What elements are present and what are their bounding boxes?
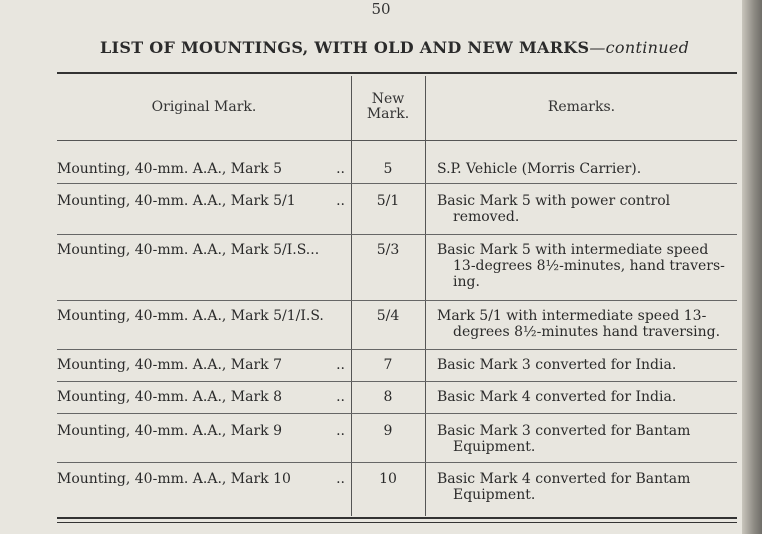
table-bottom-rule bbox=[57, 517, 737, 519]
cell-new-mark: 9 bbox=[383, 423, 393, 439]
header-remarks: Remarks. bbox=[547, 99, 616, 115]
cell-original-mark: Mounting, 40-mm. A.A., Mark 5/1/I.S. bbox=[57, 308, 324, 324]
cell-original-mark: Mounting, 40-mm. A.A., Mark 7 .. bbox=[57, 357, 345, 373]
header-new-line2: Mark. bbox=[366, 106, 410, 122]
header-new-mark bbox=[352, 92, 424, 122]
page-title bbox=[100, 38, 720, 57]
cell-new-mark: 5/4 bbox=[376, 308, 400, 324]
row-divider bbox=[57, 300, 737, 301]
cell-original-mark: Mounting, 40-mm. A.A., Mark 5/1 .. bbox=[57, 193, 345, 209]
row-divider bbox=[57, 234, 737, 235]
cell-remarks: Basic Mark 5 with intermediate speed 13-degrees 8½-minutes, hand travers-ing. bbox=[437, 242, 725, 290]
column-divider-1 bbox=[351, 76, 352, 516]
header-original-mark: Original Mark. bbox=[151, 99, 257, 115]
row-divider bbox=[57, 413, 737, 414]
table-bottom-rule-2 bbox=[57, 522, 737, 523]
cell-remarks: Basic Mark 4 converted for Bantam Equipment. bbox=[437, 471, 691, 503]
cell-remarks: S.P. Vehicle (Morris Carrier). bbox=[437, 161, 642, 177]
cell-original-mark: Mounting, 40-mm. A.A., Mark 10 .. bbox=[57, 471, 345, 487]
cell-new-mark: 5/1 bbox=[376, 193, 400, 209]
header-new-line1: New bbox=[371, 91, 405, 107]
cell-original-mark: Mounting, 40-mm. A.A., Mark 5/I.S... bbox=[57, 242, 320, 258]
cell-remarks: Basic Mark 3 converted for India. bbox=[437, 357, 677, 373]
row-divider bbox=[57, 183, 737, 184]
table-top-rule bbox=[57, 72, 737, 74]
cell-remarks: Basic Mark 4 converted for India. bbox=[437, 389, 677, 405]
cell-remarks: Basic Mark 5 with power control removed. bbox=[437, 193, 671, 225]
cell-original-mark: Mounting, 40-mm. A.A., Mark 9 .. bbox=[57, 423, 345, 439]
page-number: 50 bbox=[371, 0, 391, 18]
header-rule bbox=[57, 140, 737, 141]
cell-new-mark: 5/3 bbox=[376, 242, 400, 258]
row-divider bbox=[57, 349, 737, 350]
cell-original-mark: Mounting, 40-mm. A.A., Mark 5 .. bbox=[57, 161, 345, 177]
page-edge bbox=[742, 0, 762, 534]
row-divider bbox=[57, 462, 737, 463]
cell-new-mark: 10 bbox=[379, 471, 397, 487]
title-main: LIST OF MOUNTINGS, WITH OLD AND NEW MARKS bbox=[100, 38, 590, 57]
cell-original-mark: Mounting, 40-mm. A.A., Mark 8 .. bbox=[57, 389, 345, 405]
title-continued: —continued bbox=[589, 38, 690, 57]
cell-remarks: Mark 5/1 with intermediate speed 13- degrees 8½-minutes hand traversing. bbox=[437, 308, 721, 340]
cell-new-mark: 7 bbox=[383, 357, 393, 373]
cell-new-mark: 5 bbox=[383, 161, 393, 177]
row-divider bbox=[57, 381, 737, 382]
cell-new-mark: 8 bbox=[383, 389, 393, 405]
column-divider-2 bbox=[425, 76, 426, 516]
cell-remarks: Basic Mark 3 converted for Bantam Equipment. bbox=[437, 423, 691, 455]
